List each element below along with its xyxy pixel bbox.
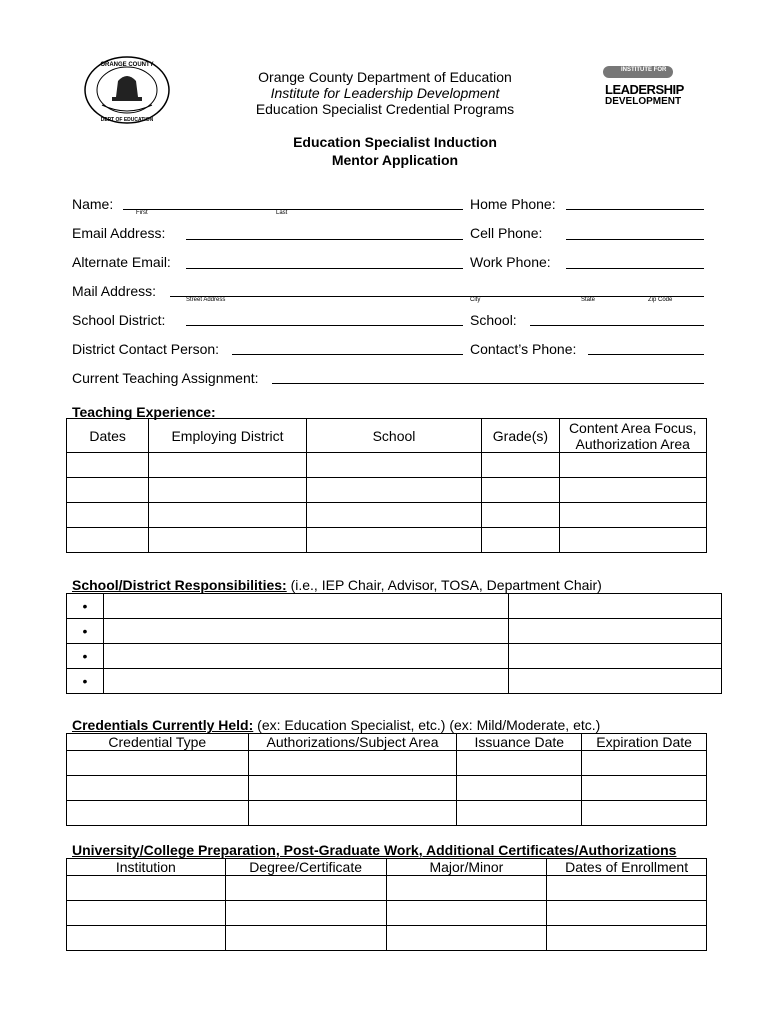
teaching-experience-table xyxy=(66,418,707,553)
table-cell[interactable] xyxy=(67,528,149,553)
cell-phone-field[interactable] xyxy=(566,239,704,240)
table-cell[interactable] xyxy=(386,926,547,951)
table-header-row xyxy=(67,734,707,751)
table-header-row xyxy=(67,419,707,453)
table-cell[interactable] xyxy=(509,594,722,619)
institute-name: Institute for Leadership Development xyxy=(270,85,500,101)
bullet-marker: • xyxy=(67,594,104,619)
table-cell[interactable] xyxy=(225,901,386,926)
table-cell[interactable] xyxy=(457,751,582,776)
column-header: School xyxy=(306,419,482,453)
contact-phone-field[interactable] xyxy=(588,354,704,355)
university-heading xyxy=(72,842,676,858)
email-label: Email Address: xyxy=(72,225,166,241)
table-cell[interactable] xyxy=(67,776,249,801)
column-header: Dates xyxy=(67,419,149,453)
responsibilities-table xyxy=(66,593,722,694)
table-cell[interactable] xyxy=(482,478,559,503)
table-cell[interactable] xyxy=(225,926,386,951)
alt-email-field[interactable] xyxy=(186,268,463,269)
table-cell[interactable] xyxy=(482,503,559,528)
column-header: Employing District xyxy=(149,419,306,453)
table-cell[interactable] xyxy=(547,901,707,926)
teaching-experience-title: Teaching Experience: xyxy=(72,404,216,420)
last-sublabel: Last xyxy=(276,210,288,216)
table-cell[interactable] xyxy=(149,528,306,553)
table-cell[interactable] xyxy=(547,876,707,901)
table-row xyxy=(67,926,707,951)
responsibilities-title: School/District Responsibilities: xyxy=(72,577,287,593)
table-cell[interactable] xyxy=(248,801,457,826)
home-phone-label: Home Phone: xyxy=(470,196,556,212)
credentials-heading xyxy=(72,717,600,733)
contact-phone-label: Contact’s Phone: xyxy=(470,341,577,357)
table-cell[interactable] xyxy=(306,503,482,528)
column-header: Content Area Focus, Authorization Area xyxy=(559,419,706,453)
column-header: Expiration Date xyxy=(582,734,707,751)
table-row xyxy=(67,453,707,478)
column-header: Authorizations/Subject Area xyxy=(248,734,457,751)
table-cell[interactable] xyxy=(457,776,582,801)
table-cell[interactable] xyxy=(103,594,508,619)
credentials-title: Credentials Currently Held: xyxy=(72,717,254,733)
form-title-line2: Mentor Application xyxy=(331,152,459,168)
table-row xyxy=(67,594,722,619)
table-cell[interactable] xyxy=(559,478,706,503)
home-phone-field[interactable] xyxy=(566,209,704,210)
name-field[interactable] xyxy=(123,209,463,210)
table-cell[interactable] xyxy=(457,801,582,826)
table-cell[interactable] xyxy=(248,776,457,801)
logo-main-text: LEADERSHIP xyxy=(605,82,684,97)
table-cell[interactable] xyxy=(225,876,386,901)
table-cell[interactable] xyxy=(67,503,149,528)
table-cell[interactable] xyxy=(509,619,722,644)
school-district-field[interactable] xyxy=(186,325,463,326)
table-cell[interactable] xyxy=(559,528,706,553)
table-header-row xyxy=(67,859,707,876)
logo-sub-text: DEVELOPMENT xyxy=(605,96,682,107)
table-cell[interactable] xyxy=(149,453,306,478)
table-cell[interactable] xyxy=(509,644,722,669)
table-cell[interactable] xyxy=(248,751,457,776)
table-cell[interactable] xyxy=(509,669,722,694)
table-row xyxy=(67,801,707,826)
district-contact-label: District Contact Person: xyxy=(72,341,220,357)
table-cell[interactable] xyxy=(559,453,706,478)
table-cell[interactable] xyxy=(547,926,707,951)
table-row xyxy=(67,751,707,776)
svg-text:ORANGE COUNTY: ORANGE COUNTY xyxy=(100,62,154,68)
district-contact-field[interactable] xyxy=(232,354,463,355)
first-sublabel: First xyxy=(136,210,148,216)
table-cell[interactable] xyxy=(103,669,508,694)
column-header: Grade(s) xyxy=(482,419,559,453)
table-cell[interactable] xyxy=(67,478,149,503)
teaching-assignment-field[interactable] xyxy=(272,383,704,384)
city-sublabel: City xyxy=(470,297,481,303)
school-label: School: xyxy=(470,312,517,328)
column-header: Institution xyxy=(67,859,226,876)
table-cell[interactable] xyxy=(67,901,226,926)
table-cell[interactable] xyxy=(306,528,482,553)
table-row xyxy=(67,528,707,553)
mail-address-field[interactable] xyxy=(170,296,704,297)
table-cell[interactable] xyxy=(482,528,559,553)
table-cell[interactable] xyxy=(386,876,547,901)
form-title-line1: Education Specialist Induction xyxy=(293,134,497,150)
credentials-table xyxy=(66,733,707,826)
alt-email-label: Alternate Email: xyxy=(72,254,171,270)
table-cell[interactable] xyxy=(306,453,482,478)
table-cell[interactable] xyxy=(386,901,547,926)
email-field[interactable] xyxy=(186,239,463,240)
table-row xyxy=(67,503,707,528)
table-cell[interactable] xyxy=(149,478,306,503)
teaching-assignment-label: Current Teaching Assignment: xyxy=(72,370,259,386)
name-label: Name: xyxy=(72,196,114,212)
column-header: Major/Minor xyxy=(386,859,547,876)
table-cell[interactable] xyxy=(67,751,249,776)
table-cell[interactable] xyxy=(103,619,508,644)
table-cell[interactable] xyxy=(582,751,707,776)
bullet-marker: • xyxy=(67,669,104,694)
logo-top-text: INSTITUTE FOR xyxy=(621,67,667,73)
table-cell[interactable] xyxy=(67,801,249,826)
table-row xyxy=(67,776,707,801)
table-cell[interactable] xyxy=(559,503,706,528)
column-header: Credential Type xyxy=(67,734,249,751)
table-cell[interactable] xyxy=(103,644,508,669)
table-row xyxy=(67,619,722,644)
responsibilities-heading xyxy=(72,577,602,593)
column-header: Degree/Certificate xyxy=(225,859,386,876)
program-name: Education Specialist Credential Programs xyxy=(255,101,515,117)
table-cell[interactable] xyxy=(582,801,707,826)
work-phone-field[interactable] xyxy=(566,268,704,269)
table-row xyxy=(67,876,707,901)
table-cell[interactable] xyxy=(582,776,707,801)
school-field[interactable] xyxy=(530,325,704,326)
column-header: Dates of Enrollment xyxy=(547,859,707,876)
zip-sublabel: Zip Code xyxy=(648,297,673,303)
svg-text:DEPT OF EDUCATION: DEPT OF EDUCATION xyxy=(100,117,154,123)
table-row xyxy=(67,478,707,503)
org-name: Orange County Department of Education xyxy=(258,69,512,85)
table-cell[interactable] xyxy=(306,478,482,503)
responsibilities-note: (i.e., IEP Chair, Advisor, TOSA, Department Chair) xyxy=(286,577,602,593)
mail-address-label: Mail Address: xyxy=(72,283,157,299)
column-header: Issuance Date xyxy=(457,734,582,751)
street-sublabel: Street Address xyxy=(186,297,226,303)
university-title: University/College Preparation, Post-Graduate Work, Additional Certificates/Authorizations xyxy=(72,842,677,858)
table-cell[interactable] xyxy=(67,926,226,951)
table-cell[interactable] xyxy=(67,453,149,478)
university-table xyxy=(66,858,707,951)
credentials-note: (ex: Education Specialist, etc.) (ex: Mild/Moderate, etc.) xyxy=(253,717,601,733)
cell-phone-label: Cell Phone: xyxy=(470,225,543,241)
table-row xyxy=(67,644,722,669)
bullet-marker: • xyxy=(67,644,104,669)
table-cell[interactable] xyxy=(67,876,226,901)
table-row xyxy=(67,901,707,926)
table-row xyxy=(67,669,722,694)
state-sublabel: State xyxy=(581,297,596,303)
table-cell[interactable] xyxy=(149,503,306,528)
table-cell[interactable] xyxy=(482,453,559,478)
school-district-label: School District: xyxy=(72,312,166,328)
bullet-marker: • xyxy=(67,619,104,644)
work-phone-label: Work Phone: xyxy=(470,254,551,270)
